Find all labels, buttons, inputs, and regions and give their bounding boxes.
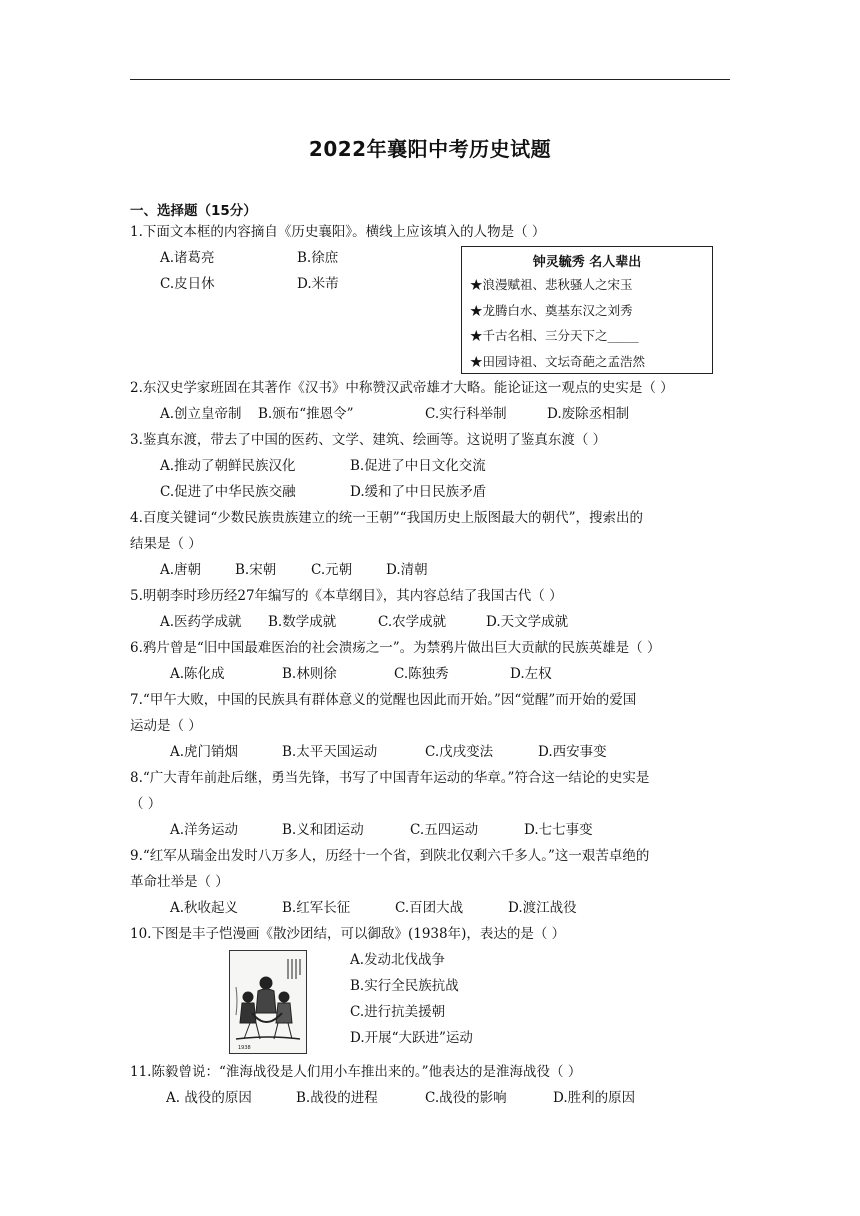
question-5-option-c: C.农学成就: [378, 614, 447, 630]
question-6-option-a: A.陈化成: [170, 666, 225, 682]
question-7-option-d: D.西安事变: [538, 744, 607, 760]
question-9-option-a: A.秋收起义: [170, 900, 239, 916]
question-5-option-a: A.医药学成就: [160, 614, 242, 630]
question-8-text: 8.“广大青年前赴后继，勇当先锋，书写了中国青年运动的华章。”符合这一结论的史实是: [130, 770, 650, 786]
page-title: 2022年襄阳中考历史试题: [308, 137, 552, 161]
quote-box-item: ★浪漫赋祖、悲秋骚人之宋玉: [470, 277, 633, 292]
question-7-option-a: A.虎门销烟: [170, 744, 239, 760]
section-heading: 一、选择题（15分）: [130, 203, 257, 219]
question-6-option-b: B.林则徐: [282, 666, 337, 682]
question-5-option-b: B.数学成就: [268, 614, 337, 630]
question-8-option-b: B.义和团运动: [282, 822, 364, 838]
question-4-text: 4.百度关键词“少数民族贵族建立的统一王朝”“我国历史上版图最大的朝代”，搜索出的: [130, 510, 643, 526]
question-1-option-c: C.皮日休: [160, 276, 215, 292]
question-6-option-d: D.左权: [510, 666, 552, 682]
question-8-option-c: C.五四运动: [410, 822, 479, 838]
cartoon-illustration: [230, 951, 306, 1053]
question-1-option-d: D.米芾: [297, 276, 339, 292]
question-2-option-d: D.废除丞相制: [547, 406, 630, 422]
question-11-text: 11.陈毅曾说：“淮海战役是人们用小车推出来的。”他表达的是淮海战役（ ）: [130, 1064, 582, 1080]
question-3-option-b: B.促进了中日文化交流: [350, 458, 486, 474]
cartoon-image: [229, 950, 307, 1054]
question-8-option-a: A.洋务运动: [170, 822, 239, 838]
question-10-text: 10.下图是丰子恺漫画《散沙团结，可以御敌》(1938年)，表达的是（ ）: [130, 926, 566, 942]
question-3-option-c: C.促进了中华民族交融: [160, 484, 296, 500]
question-4-text-cont: 结果是（ ）: [130, 536, 202, 552]
question-1-option-a: A.诸葛亮: [160, 250, 215, 266]
question-2-option-c: C.实行科举制: [425, 406, 507, 422]
question-2-option-b: B.颁布“推恩令”: [258, 406, 354, 422]
question-7-text-cont: 运动是（ ）: [130, 718, 202, 734]
question-9-option-c: C.百团大战: [395, 900, 464, 916]
question-3-option-d: D.缓和了中日民族矛盾: [350, 484, 487, 500]
question-9-option-d: D.渡江战役: [508, 900, 577, 916]
question-10-option-d: D.开展“大跃进”运动: [350, 1030, 473, 1046]
quote-box-item: ★田园诗祖、文坛奇葩之孟浩然: [470, 354, 646, 369]
question-7-option-b: B.太平天国运动: [282, 744, 378, 760]
question-1-option-b: B.徐庶: [297, 250, 339, 266]
question-3-option-a: A.推动了朝鲜民族汉化: [160, 458, 296, 474]
question-10-option-c: C.进行抗美援朝: [350, 1004, 446, 1020]
question-9-text-cont: 革命壮举是（ ）: [130, 874, 229, 890]
quote-box-item: ★千古名相、三分天下之_____: [470, 328, 639, 343]
question-6-text: 6.鸦片曾是“旧中国最难医治的社会溃疡之一”。为禁鸦片做出巨大贡献的民族英雄是（ ）: [130, 640, 661, 656]
question-2-option-a: A.创立皇帝制: [160, 406, 242, 422]
question-8-option-d: D.七七事变: [524, 822, 593, 838]
question-7-text: 7.“甲午大败，中国的民族具有群体意义的觉醒也因此而开始。”因“觉醒”而开始的爱国: [130, 692, 637, 708]
question-4-option-a: A.唐朝: [160, 562, 202, 578]
question-11-option-a: A. 战役的原因: [166, 1090, 252, 1106]
question-4-option-c: C.元朝: [311, 562, 353, 578]
question-9-option-b: B.红军长征: [282, 900, 351, 916]
header-rule: [130, 79, 730, 80]
question-7-option-c: C.戊戌变法: [425, 744, 494, 760]
question-1-text: 1.下面文本框的内容摘自《历史襄阳》。横线上应该填入的人物是（ ）: [130, 224, 546, 240]
cartoon-caption: 1938: [238, 1045, 251, 1051]
question-9-text: 9.“红军从瑞金出发时八万多人，历经十一个省，到陕北仅剩六千多人。”这一艰苦卓绝的: [130, 848, 650, 864]
quote-box-title: 钟灵毓秀 名人辈出: [532, 255, 642, 270]
quote-box: [461, 246, 713, 374]
question-6-option-c: C.陈独秀: [394, 666, 449, 682]
question-11-option-c: C.战役的影响: [425, 1090, 507, 1106]
question-4-option-d: D.清朝: [386, 562, 428, 578]
question-5-text: 5.明朝李时珍历经27年编写的《本草纲目》，其内容总结了我国古代（ ）: [130, 588, 563, 604]
question-2-text: 2.东汉史学家班固在其著作《汉书》中称赞汉武帝雄才大略。能论证这一观点的史实是（ ）: [130, 380, 674, 396]
question-5-option-d: D.天文学成就: [486, 614, 569, 630]
question-8-text-cont: （ ）: [130, 796, 162, 812]
quote-box-item: ★龙腾白水、奠基东汉之刘秀: [470, 303, 633, 318]
question-11-option-b: B.战役的进程: [296, 1090, 378, 1106]
question-10-option-b: B.实行全民族抗战: [350, 978, 459, 994]
question-10-option-a: A.发动北伐战争: [350, 952, 446, 968]
question-4-option-b: B.宋朝: [235, 562, 277, 578]
question-3-text: 3.鉴真东渡，带去了中国的医药、文学、建筑、绘画等。这说明了鉴真东渡（ ）: [130, 432, 607, 448]
question-11-option-d: D.胜利的原因: [553, 1090, 636, 1106]
